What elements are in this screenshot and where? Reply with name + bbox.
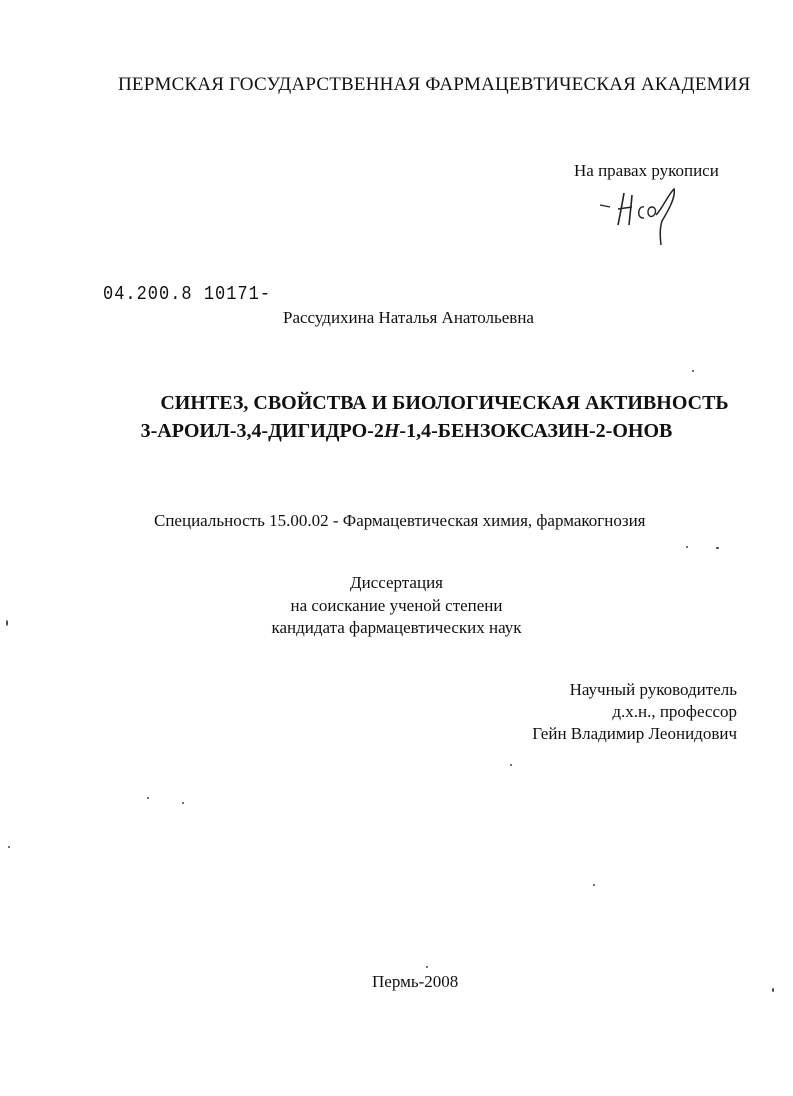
handwritten-signature <box>596 185 686 247</box>
scan-speck <box>182 802 184 804</box>
thesis-title-line-2-part-b: -1,4-БЕНЗОКСАЗИН-2-ОНОВ <box>399 420 673 442</box>
scan-speck <box>772 988 774 992</box>
thesis-title-line-2-part-a: 3-АРОИЛ-3,4-ДИГИДРО-2 <box>140 420 384 442</box>
thesis-title-line-2-italic: Н <box>383 420 400 442</box>
institution-name: ПЕРМСКАЯ ГОСУДАРСТВЕННАЯ ФАРМАЦЕВТИЧЕСКАЯ АКАДЕМИЯ <box>118 74 751 95</box>
supervisor-degree: д.х.н., профессор <box>612 702 737 721</box>
registry-number: 04.200.8 10171- <box>103 284 272 306</box>
specialty-line: Специальность 15.00.02 - Фармацевтическая химия, фармакогнозия <box>154 511 646 530</box>
scan-speck <box>510 764 512 766</box>
scan-speck <box>716 547 719 549</box>
author-name: Рассудихина Наталья Анатольевна <box>283 308 534 327</box>
scan-speck <box>686 546 688 548</box>
scan-speck <box>6 620 8 626</box>
scan-speck <box>426 966 428 968</box>
rights-note: На правах рукописи <box>574 161 719 180</box>
dissertation-field-line: кандидата фармацевтических наук <box>271 618 522 637</box>
scan-speck <box>147 797 149 799</box>
scan-speck <box>8 846 10 848</box>
scan-speck <box>593 884 595 886</box>
dissertation-degree-line: на соискание ученой степени <box>290 596 503 615</box>
dissertation-label: Диссертация <box>349 573 443 592</box>
thesis-title-line-1: СИНТЕЗ, СВОЙСТВА И БИОЛОГИЧЕСКАЯ АКТИВНОСТЬ <box>160 392 729 414</box>
scan-speck <box>692 370 694 372</box>
city-year: Пермь-2008 <box>372 972 459 991</box>
supervisor-name: Гейн Владимир Леонидович <box>532 724 737 743</box>
supervisor-role: Научный руководитель <box>569 680 737 699</box>
thesis-title-line-2 <box>10 420 793 443</box>
